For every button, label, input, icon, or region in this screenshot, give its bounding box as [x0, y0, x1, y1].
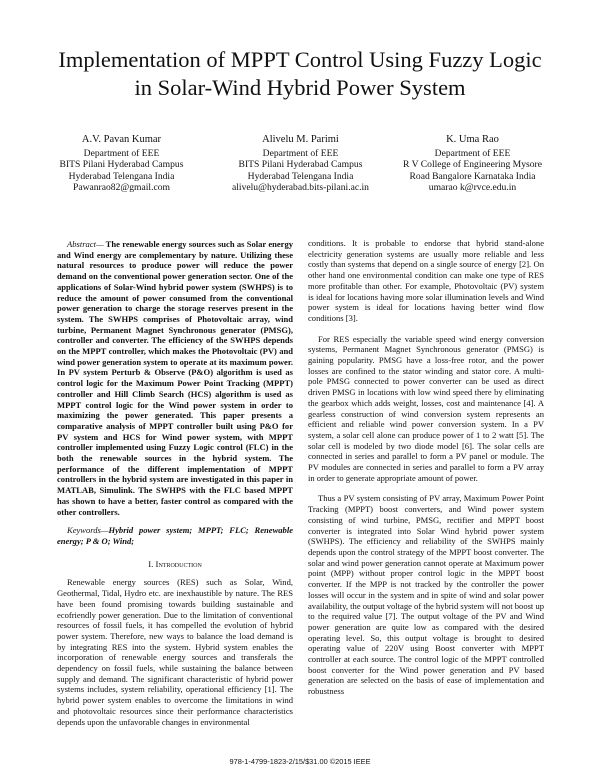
author-location: Road Bangalore Karnataka India	[409, 170, 536, 182]
author-institution: BITS Pilani Hyderabad Campus	[238, 159, 363, 171]
author-institution: BITS Pilani Hyderabad Campus	[59, 159, 184, 171]
author-name: K. Uma Rao	[446, 134, 499, 145]
abstract	[57, 239, 293, 517]
author-email: umarao k@rvce.edu.in	[428, 182, 517, 194]
right-column	[308, 238, 544, 697]
author-block-2	[213, 134, 388, 194]
keywords	[57, 525, 293, 546]
author-email: Pawanrao82@gmail.com	[72, 182, 171, 194]
keywords-text: Hybrid power system; MPPT; FLC; Renewable energy; P & O; Wind;	[57, 525, 293, 546]
abstract-text: The renewable energy sources such as Solar energy and Wind energy are complementary by nature. Utilizing these natural resources to produce power will reduce the power demand on the conventional power generation sector. One of the applications of Solar-Wind hybrid power system (SWHPS) is to reduce the amount of power consumed from the conventional power generation to charge the storage reserves present in the system. The SWHPS comprises of Photovoltaic array, wind turbine, Permanent Magnet Synchronous generator (PMSG), controller and converter. The efficiency of the SWHPS depends on the MPPT controller, which makes the Photovoltaic (PV) and wind power generation system to operate at its maximum power. In PV system Perturb & Observe (P&O) algorithm is used as control logic for the Maximum Power Point Tracking (MPPT) controller and Hill Climb Search (HCS) algorithm is used as MPPT control logic for the Wind power system in order to maximizing the power generated. This paper presents a comparative analysis of MPPT controller built using P&O for PV system and HCS for Wind power system, with MPPT controller implemented using Fuzzy Logic control (FLC) in the both the renewable sources in the hybrid system. The performance of the different implementation of MPPT controllers in the hybrid system are investigated in this paper in MATLAB, Simulink. The SWHPS with the FLC based MPPT has shown to have a better, faster control as compared with the other controllers.	[57, 239, 293, 517]
left-column	[57, 239, 293, 727]
copyright-footer: 978-1-4799-1823-2/15/$31.00 ©2015 IEEE	[229, 757, 371, 766]
author-name: Alivelu M. Parimi	[262, 134, 339, 145]
intro-paragraph-3: Thus a PV system consisting of PV array, Maximum Power Point Tracking (MPPT) boost converters, and Wind power system consisting of wind turbine, PMSG, rectifier and MPPT boost converter is integrated into Solar Wind hybrid power system (SWHPS). The efficiency and reliability of the SWHPS mainly depends upon the control strategy of the MPPT boost converter. The solar and wind power generation cannot operate at Maximum power point (MPP) without proper control logic in the MPPT boost converter. If the MPP is not tracked by the controller the power losses will occur in the system and in spite of wind and solar power availability, the output voltage of the hybrid system will not boost up to the required value [7]. The output voltage of the PV and Wind power generation are quite low as compared with the desired operating level. So, this output voltage is brought to desired operating value of 220V using Boost converter with MPPT controller at each source. The control logic of the MPPT controlled boost converter for the Wind power generation and PV based generation are selected on the basis of ease of implementation and robustness	[308, 493, 544, 697]
author-dept: Department of EEE	[83, 147, 160, 159]
title-line-2: in Solar-Wind Hybrid Power System	[134, 75, 466, 100]
author-dept: Department of EEE	[434, 147, 511, 159]
intro-paragraph-2: For RES especially the variable speed wind energy conversion systems, Permanent Magnet Synchronous generator (PMSG) is gaining popularity. PMSG have a loss-free rotor, and the power losses are confined to the stator winding and stator core. A multi-pole PMSG connected to power converter can be used as direct driven PMSG in locations with low wind speed there by eliminating the gearbox which adds weight, losses, cost and maintenance [4]. A gearless construction of wind conversion system represents an efficient and reliable wind power conversion system. In a PV system, a solar cell alone can produce power of 1 to 2 watt [5]. The solar cell is modeled by two diode model [6]. The solar cells are connected in series and parallel to form a PV panel or module. The PV modules are connected in series and parallel to form a PV array in order to generate appropriate amount of power.	[308, 333, 544, 483]
author-block-3	[385, 134, 560, 194]
section-heading: I. Introduction	[148, 558, 202, 569]
author-email: alivelu@hyderabad.bits-pilani.ac.in	[232, 182, 369, 194]
intro-paragraph-1-continued: conditions. It is probable to endorse that hybrid stand-alone electricity generation systems are usually more reliable and less costly than systems that depend on a single source of energy [2]. On other hand one environmental condition can make one type of RES more profitable than other. For example, Photovoltaic (PV) system is ideal for locations having more solar illumination levels and Wind power system is ideal for locations having better wind flow conditions [3].	[308, 238, 544, 323]
author-block-1	[34, 134, 209, 194]
author-name: A.V. Pavan Kumar	[81, 134, 162, 145]
author-institution: R V College of Engineering Mysore	[402, 159, 542, 171]
intro-paragraph-1: Renewable energy sources (RES) such as Solar, Wind, Geothermal, Tidal, Hydro etc. are inexhaustible by nature. The RES have been found promising towards building sustainable and ecofriendly power generation. Due to the limitation of conventional resources of fossil fuels, it has compelled the evolution of hybrid power system. Therefore, new ways to balance the load demand is by integrating RES into the system. Hybrid system enables the incorporation of renewable energy sources and transferals the dependency on fossil fuels, while sustaining the balance between supply and demand. The significant characteristic of hybrid power systems includes, system reliability, operational efficiency [1]. The hybrid power system enables to overcome the limitations in wind and photovoltaic resources since their performance characteristics depends upon the unfavorable changes in environmental	[57, 577, 293, 727]
author-dept: Department of EEE	[262, 147, 339, 159]
paper-title	[40, 46, 560, 102]
author-location: Hyderabad Telengana India	[247, 170, 354, 182]
keywords-label: Keywords—	[67, 525, 109, 536]
author-location: Hyderabad Telengana India	[68, 170, 175, 182]
abstract-label: Abstract—	[67, 239, 104, 249]
title-line-1: Implementation of MPPT Control Using Fuzzy Logic	[58, 47, 542, 72]
